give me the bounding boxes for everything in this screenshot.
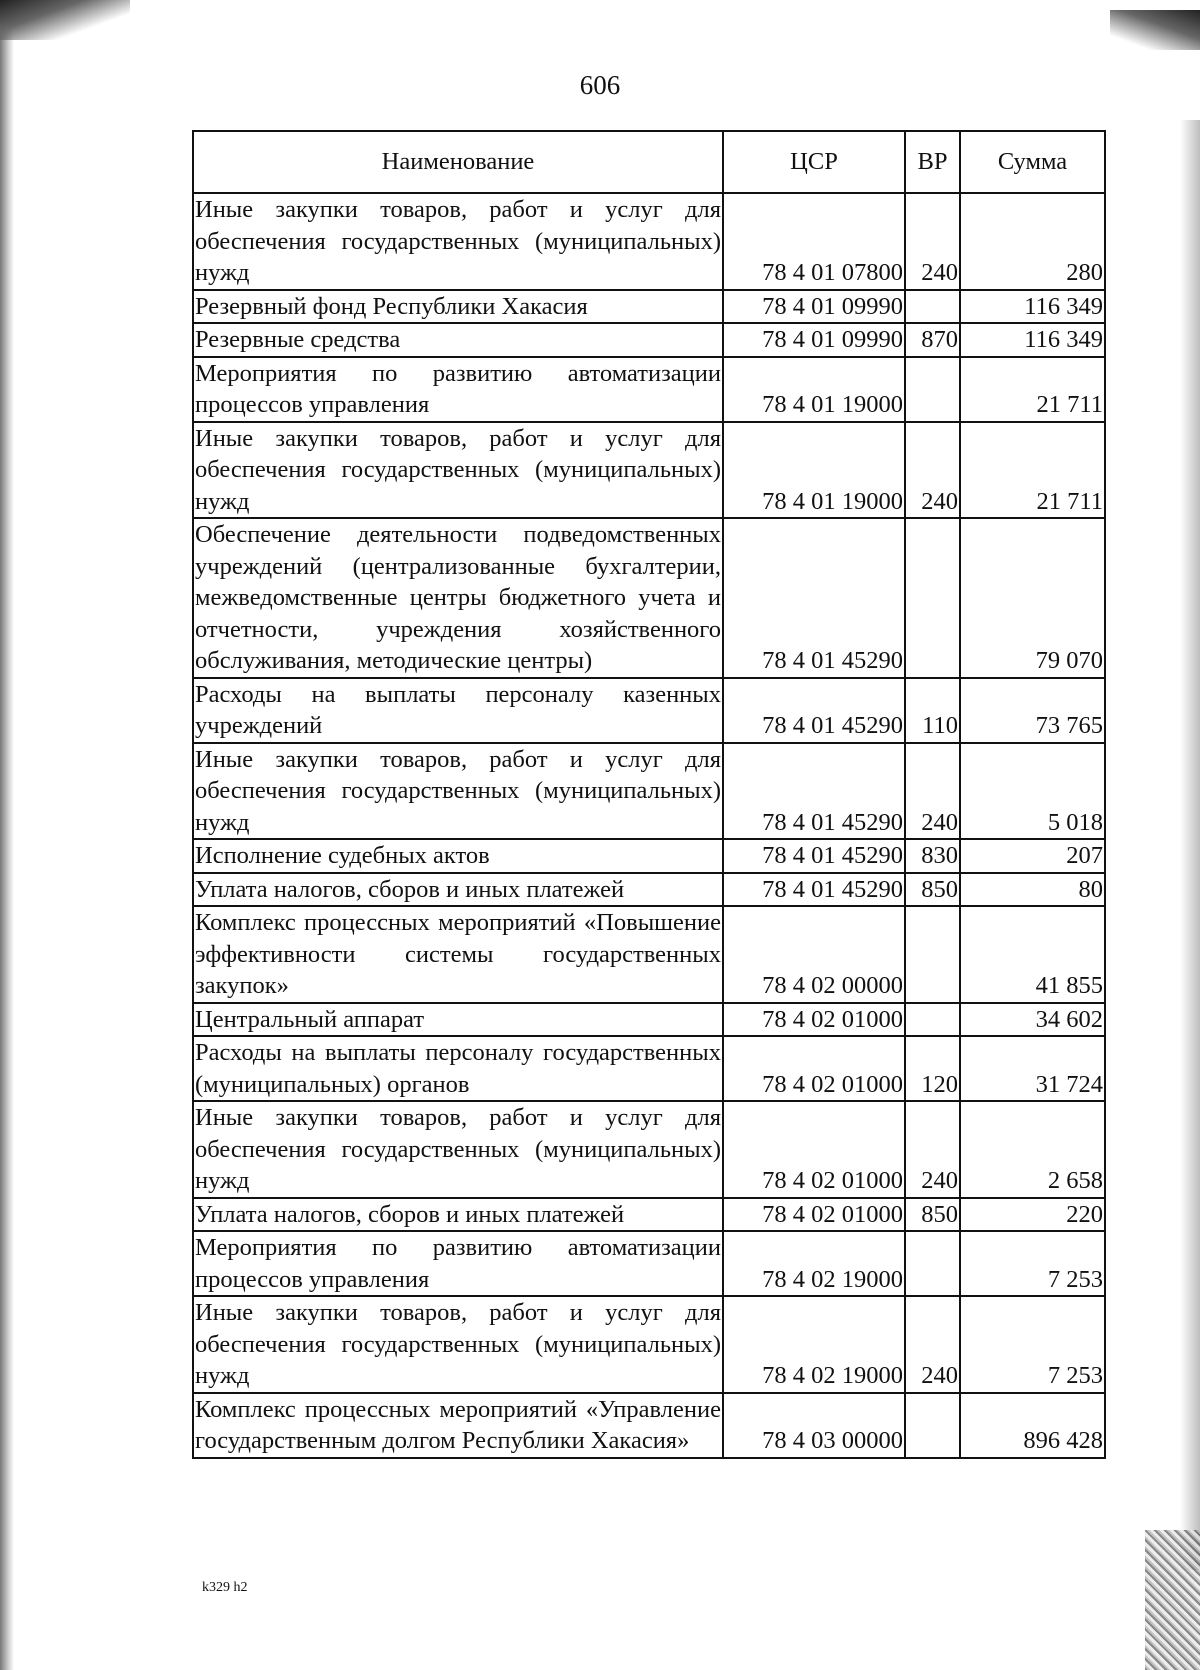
cell-name: Мероприятия по развитию автоматизации процессов управления <box>193 1231 723 1296</box>
table-row <box>193 518 1105 678</box>
cell-name: Резервные средства <box>193 323 723 357</box>
cell-name: Иные закупки товаров, работ и услуг для обеспечения государственных (муниципальных) нужд <box>193 1296 723 1393</box>
table-row <box>193 1101 1105 1198</box>
cell-name: Исполнение судебных актов <box>193 839 723 873</box>
cell-csr: 78 4 01 45290 <box>723 518 905 678</box>
cell-sum: 34 602 <box>960 1003 1105 1037</box>
cell-csr: 78 4 01 09990 <box>723 290 905 324</box>
table-row <box>193 1003 1105 1037</box>
cell-vr: 240 <box>905 193 960 290</box>
cell-csr: 78 4 02 01000 <box>723 1101 905 1198</box>
cell-name: Иные закупки товаров, работ и услуг для обеспечения государственных (муниципальных) нужд <box>193 422 723 519</box>
cell-sum: 41 855 <box>960 906 1105 1003</box>
cell-csr: 78 4 01 45290 <box>723 873 905 907</box>
cell-name: Расходы на выплаты персоналу государственных (муниципальных) органов <box>193 1036 723 1101</box>
cell-name: Комплекс процессных мероприятий «Управление государственным долгом Республики Хакасия» <box>193 1393 723 1458</box>
table-row <box>193 193 1105 290</box>
page-number: 606 <box>579 70 621 100</box>
cell-vr: 240 <box>905 1296 960 1393</box>
cell-csr: 78 4 02 01000 <box>723 1036 905 1101</box>
header-csr: ЦСР <box>723 131 905 193</box>
cell-name: Мероприятия по развитию автоматизации процессов управления <box>193 357 723 422</box>
cell-vr <box>905 290 960 324</box>
cell-vr <box>905 906 960 1003</box>
scan-artifact-bottom-right <box>1145 1530 1200 1670</box>
cell-sum: 7 253 <box>960 1231 1105 1296</box>
cell-sum: 116 349 <box>960 323 1105 357</box>
scan-edge-left <box>0 0 14 1670</box>
cell-csr: 78 4 02 19000 <box>723 1231 905 1296</box>
cell-vr <box>905 357 960 422</box>
cell-sum: 280 <box>960 193 1105 290</box>
cell-sum: 80 <box>960 873 1105 907</box>
cell-csr: 78 4 01 45290 <box>723 678 905 743</box>
table-row <box>193 1036 1105 1101</box>
cell-sum: 7 253 <box>960 1296 1105 1393</box>
table-header-row <box>193 131 1105 193</box>
cell-name: Обеспечение деятельности подведомственных учреждений (централизованные бухгалтерии, межведомственные центры бюджетного учета и отчетности, учреждения хозяйственного обслуживания, методические центры) <box>193 518 723 678</box>
cell-sum: 207 <box>960 839 1105 873</box>
cell-name: Уплата налогов, сборов и иных платежей <box>193 873 723 907</box>
footer-code: k329 h2 <box>202 1580 248 1595</box>
cell-sum: 116 349 <box>960 290 1105 324</box>
header-vr: ВР <box>905 131 960 193</box>
table-row <box>193 357 1105 422</box>
cell-vr: 240 <box>905 743 960 840</box>
cell-sum: 220 <box>960 1198 1105 1232</box>
cell-name: Центральный аппарат <box>193 1003 723 1037</box>
cell-csr: 78 4 02 00000 <box>723 906 905 1003</box>
cell-name: Уплата налогов, сборов и иных платежей <box>193 1198 723 1232</box>
table-row <box>193 1198 1105 1232</box>
cell-csr: 78 4 02 19000 <box>723 1296 905 1393</box>
cell-sum: 21 711 <box>960 357 1105 422</box>
scan-edge-right <box>1180 120 1200 1570</box>
cell-vr <box>905 1231 960 1296</box>
cell-csr: 78 4 02 01000 <box>723 1003 905 1037</box>
table-row <box>193 678 1105 743</box>
cell-name: Комплекс процессных мероприятий «Повышение эффективности системы государственных закупок» <box>193 906 723 1003</box>
cell-sum: 5 018 <box>960 743 1105 840</box>
scan-artifact-top-left <box>0 0 130 40</box>
table-row <box>193 290 1105 324</box>
cell-csr: 78 4 02 01000 <box>723 1198 905 1232</box>
cell-vr: 830 <box>905 839 960 873</box>
table-row <box>193 323 1105 357</box>
cell-csr: 78 4 01 19000 <box>723 357 905 422</box>
table-body <box>193 193 1105 1458</box>
cell-vr <box>905 1003 960 1037</box>
cell-vr: 870 <box>905 323 960 357</box>
cell-name: Иные закупки товаров, работ и услуг для обеспечения государственных (муниципальных) нужд <box>193 193 723 290</box>
cell-vr <box>905 518 960 678</box>
table-row <box>193 422 1105 519</box>
cell-name: Расходы на выплаты персоналу казенных учреждений <box>193 678 723 743</box>
cell-vr: 120 <box>905 1036 960 1101</box>
header-sum: Сумма <box>960 131 1105 193</box>
scan-artifact-top-right <box>1110 10 1200 50</box>
cell-csr: 78 4 01 07800 <box>723 193 905 290</box>
budget-table <box>192 130 1106 1459</box>
table-row <box>193 1393 1105 1458</box>
cell-sum: 79 070 <box>960 518 1105 678</box>
header-name: Наименование <box>193 131 723 193</box>
cell-sum: 21 711 <box>960 422 1105 519</box>
table-row <box>193 743 1105 840</box>
table-row <box>193 1296 1105 1393</box>
cell-vr: 850 <box>905 873 960 907</box>
cell-sum: 896 428 <box>960 1393 1105 1458</box>
cell-vr <box>905 1393 960 1458</box>
cell-csr: 78 4 01 19000 <box>723 422 905 519</box>
cell-name: Иные закупки товаров, работ и услуг для обеспечения государственных (муниципальных) нужд <box>193 743 723 840</box>
table-row <box>193 906 1105 1003</box>
cell-vr: 110 <box>905 678 960 743</box>
cell-csr: 78 4 01 45290 <box>723 839 905 873</box>
table-row <box>193 839 1105 873</box>
cell-sum: 73 765 <box>960 678 1105 743</box>
cell-csr: 78 4 01 45290 <box>723 743 905 840</box>
cell-vr: 240 <box>905 1101 960 1198</box>
cell-name: Резервный фонд Республики Хакасия <box>193 290 723 324</box>
cell-csr: 78 4 01 09990 <box>723 323 905 357</box>
table-row <box>193 1231 1105 1296</box>
cell-csr: 78 4 03 00000 <box>723 1393 905 1458</box>
cell-sum: 31 724 <box>960 1036 1105 1101</box>
table-row <box>193 873 1105 907</box>
cell-vr: 240 <box>905 422 960 519</box>
cell-name: Иные закупки товаров, работ и услуг для обеспечения государственных (муниципальных) нужд <box>193 1101 723 1198</box>
cell-sum: 2 658 <box>960 1101 1105 1198</box>
cell-vr: 850 <box>905 1198 960 1232</box>
